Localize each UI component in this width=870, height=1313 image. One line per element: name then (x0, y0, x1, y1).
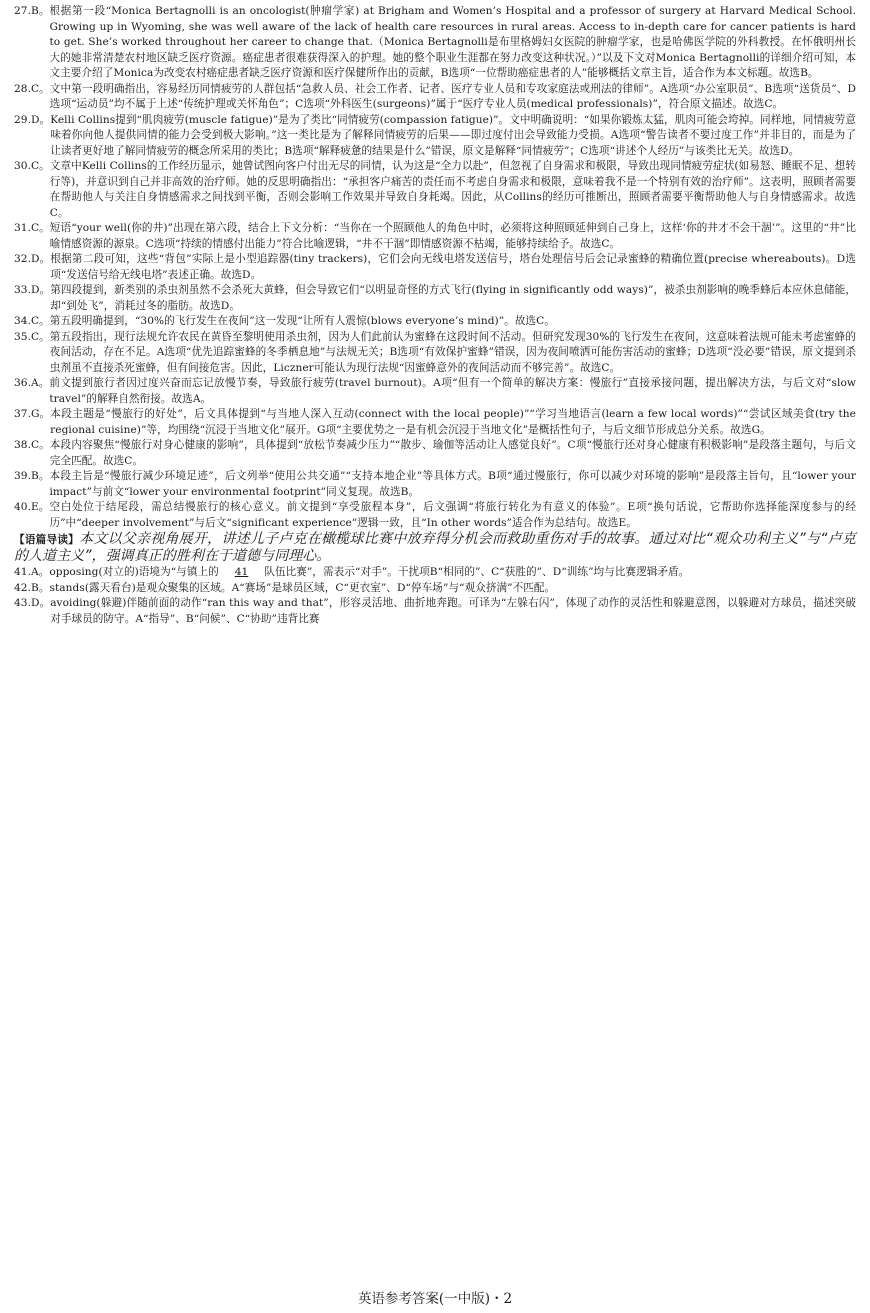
answer-number: 43.D。 (14, 597, 51, 609)
answer-number: 35.C。 (14, 330, 50, 343)
answer-item (14, 252, 856, 283)
answer-explanation: 第五段指出，现行法规允许农民在黄昏至黎明使用杀虫剂，因为人们此前认为蜜蜂在这段时间不活动。但研究发现30%的飞行发生在夜间，这意味着法规可能未考虑蜜蜂的夜间活动，存在不足。A选项“优先追踪蜜蜂的冬季栖息地”与法规无关；B选项“有效保护蜜蜂”错误，因为夜间喷洒可能伤害活动的蜜蜂；D选项“没必要”错误，原文提到杀虫剂虽不直接杀死蜜蜂，但有间接危害。因此，Liczner可能认为现行法规“因蜜蜂意外的夜间活动而不够完善”。故选C。 (49, 330, 856, 374)
answer-item (14, 376, 856, 407)
guide-tag: 【语篇导读】 (14, 534, 79, 546)
answer-number: 34.C。 (14, 315, 50, 327)
answer-explanation: 第四段提到，新类别的杀虫剂虽然不会杀死大黄蜂，但会导致它们“以明显奇怪的方式飞行(flying in significantly odd ways)”，被杀虫剂影响的晚季蜂后本应休息储能，却“到处飞”，消耗过冬的脂肪。故选D。 (50, 284, 856, 312)
answer-item (14, 113, 856, 160)
answer-explanation: 根据第一段“Monica Bertagnolli is an oncologist(肿瘤学家) at Brigham and Women’s Hospital and a professor of surgery at Harvard Medical School. Growing up in Wyoming, she was well aware of the lack of health care resources in rural areas. Access to in-depth care for cancer patients is hard to get. She’s worked throughout her career to change that.（Monica Bertagnolli是布里格姆妇女医院的肿瘤学家，也是哈佛医学院的外科教授。在怀俄明州长大的她非常清楚农村地区缺乏医疗资源。癌症患者很难获得深入的护理。她的整个职业生涯都在努力改变这种状况。）”以及下文对Monica Bertagnolli的详细介绍可知，本文主要介绍了Monica为改变农村癌症患者缺乏医疗资源和医疗保健所作出的贡献，B选项“一位帮助癌症患者的人”能够概括文章主旨，适合作为本文标题。故选B。 (49, 5, 856, 79)
answer-number: 33.D。 (14, 284, 51, 296)
passage-guide (14, 532, 856, 565)
answer-explanation: 本段内容聚焦“慢旅行对身心健康的影响”，具体提到“放松节奏减少压力”“散步、瑜伽等活动让人感觉良好”。C项“慢旅行还对身心健康有积极影响”是段落主题句，与后文完全匹配。故选C。 (49, 439, 856, 467)
answer-explanation: Kelli Collins提到“肌肉疲劳(muscle fatigue)”是为了类比“同情疲劳(compassion fatigue)”。文中明确说明：“如果你锻炼太猛，肌肉可能会垮掉。同样地，同情疲劳意味着你向他人提供同情的能力会受到极大影响。”这一类比是为了解释同情疲劳的后果——即过度付出会导致能力受损。A选项“警告读者不要过度工作”并非目的，而是为了让读者更好地了解同情疲劳的概念所采用的类比；B选项“解释疲惫的结果是什么”错误，原文是解释“同情疲劳”；C选项“讲述个人经历”与该类比无关。故选D。 (50, 113, 856, 157)
answer-number: 39.B。 (14, 470, 50, 482)
answer-item (14, 221, 856, 252)
answer-item (14, 565, 856, 581)
answer-item (14, 438, 856, 469)
answer-item (14, 330, 856, 377)
answer-explanation: 根据第二段可知，这些“背包”实际上是小型追踪器(tiny trackers)，它们会向无线电塔发送信号，塔台处理信号后会记录蜜蜂的精确位置(precise whereabouts)。D选项“发送信号给无线电塔”表述正确。故选D。 (50, 253, 856, 281)
answer-item (14, 159, 856, 221)
answer-item (14, 596, 856, 627)
answer-number: 31.C。 (14, 222, 50, 234)
answer-item (14, 283, 856, 314)
answer-number: 38.C。 (14, 439, 50, 451)
answer-number: 29.D。 (14, 113, 51, 126)
answer-number: 27.B。 (14, 5, 50, 17)
answer-explanation (49, 565, 856, 581)
guide-text: 本文以父亲视角展开，讲述儿子卢克在橄榄球比赛中放弃得分机会而救助重伤对手的故事。通过对比“观众功利主义”与“卢克的人道主义”，强调真正的胜利在于道德与同理心。 (14, 531, 856, 564)
answer-list (14, 581, 856, 628)
answer-number: 36.A。 (14, 377, 50, 389)
answer-explanation: 本段主题是“慢旅行的好处”，后文具体提到“与当地人深入互动(connect with the local people)”“学习当地语言(learn a few local words)”“尝试区域美食(try the regional cuisine)”等，均围绕“沉浸于当地文化”展开。G项“主要优势之一是有机会沉浸于当地文化”是概括性句子，与后文细节形成总分关系。故选G。 (50, 408, 856, 436)
answer-explanation: avoiding(躲避)伴随前面的动作“ran this way and that”，形容灵活地、曲折地奔跑。可译为“左躲右闪”，体现了动作的灵活性和躲避意图，以躲避对方球员，描述突破对手球员的防守。A“指导”、B“问候”、C“协助”违背比赛 (50, 597, 856, 625)
answer-number: 32.D。 (14, 253, 51, 265)
answer-explanation: 空白处位于结尾段，需总结慢旅行的核心意义。前文提到“享受旅程本身”，后文强调“将旅行转化为有意义的体验”。E项“换句话说，它帮助你选择能深度参与的经历”中“deeper involvement”与后文“significant experience”逻辑一致，且“In other words”适合作为总结句。故选E。 (49, 501, 856, 529)
answer-item (14, 82, 856, 113)
answer-item (14, 500, 856, 531)
blank-number: 41 (234, 566, 249, 578)
answer-explanation: 本段主旨是“慢旅行减少环境足迹”，后文列举“使用公共交通”“支持本地企业”等具体方式。B项“通过慢旅行，你可以减少对环境的影响”是段落主旨句，且“lower your impact”与前文“lower your environmental footprint”同义复现。故选B。 (49, 470, 856, 498)
answer-explanation: 文中第一段明确指出，容易经历同情疲劳的人群包括“急救人员、社会工作者、记者、医疗专业人员和专攻家庭法或刑法的律师”。A选项“办公室职员”、B选项“送货员”、D选项“运动员”均不属于上述“传统护理或关怀角色”；C选项“外科医生(surgeons)”属于“医疗专业人员(medical professionals)”，符合原文描述。故选C。 (49, 82, 856, 110)
answer-number: 28.C。 (14, 82, 50, 95)
page-footer: 英语参考答案(一中版)・2 (357, 1291, 513, 1307)
answer-item (14, 4, 856, 82)
answer-item (14, 581, 856, 597)
answer-explanation: 前文提到旅行者因过度兴奋而忘记放慢节奏，导致旅行疲劳(travel burnout)。A项“但有一个简单的解决方案：慢旅行”直接承接问题，提出解决方法，与后文对“slow travel”的解释自然衔接。故选A。 (49, 377, 856, 405)
answer-number: 30.C。 (14, 160, 50, 172)
answer-explanation: 文章中Kelli Collins的工作经历显示，她曾试图向客户付出无尽的同情，认为这是“全力以赴”，但忽视了自身需求和极限，导致出现同情疲劳症状(如易怒、睡眠不足、想转行等)，并意识到自己并非高效的治疗师。她的反思明确指出：“承担客户痛苦的责任而不考虑自身需求和极限，意味着我不是一个特别有效的治疗师”。这表明，照顾者需要在帮助他人与关注自身情感需求之间找到平衡，否则会影响工作效果并导致自身耗竭。因此，从Collins的经历可推断出，照顾者需要平衡帮助他人与自身情感需求。故选C。 (49, 160, 856, 219)
answer-list (14, 4, 856, 531)
answer-number: 40.E。 (14, 501, 50, 513)
answer-item (14, 314, 856, 330)
answer-item (14, 407, 856, 438)
answer-text-after: 队伍比赛”，需表示“对手”。干扰项B“相同的”、C“获胜的”、D“训练”均与比赛逻辑矛盾。 (264, 566, 690, 578)
answer-number: 41.A。 (14, 566, 50, 578)
answer-number: 42.B。 (14, 581, 50, 594)
answer-explanation: 短语“your well(你的井)”出现在第六段，结合上下文分析：“当你在一个照顾他人的角色中时，必须将这种照顾延伸到自己身上，这样‘你的井才不会干涸’”。这里的“井”比喻情感资源的源泉。C选项“持续的情感付出能力”符合比喻逻辑，“井不干涸”即情感资源不枯竭，能够持续给予。故选C。 (49, 222, 856, 250)
answer-number: 37.G。 (14, 408, 51, 420)
answer-explanation: 第五段明确提到，“30%的飞行发生在夜间”这一发现“让所有人震惊(blows everyone’s mind)”。故选C。 (49, 315, 555, 327)
answer-text-before: opposing(对立的)语境为“与镇上的 (49, 566, 219, 578)
answer-explanation: stands(露天看台)是观众聚集的区域。A“赛场”是球员区域，C“更衣室”、D“停车场”与“观众挤满”不匹配。 (49, 581, 556, 594)
answer-item (14, 469, 856, 500)
